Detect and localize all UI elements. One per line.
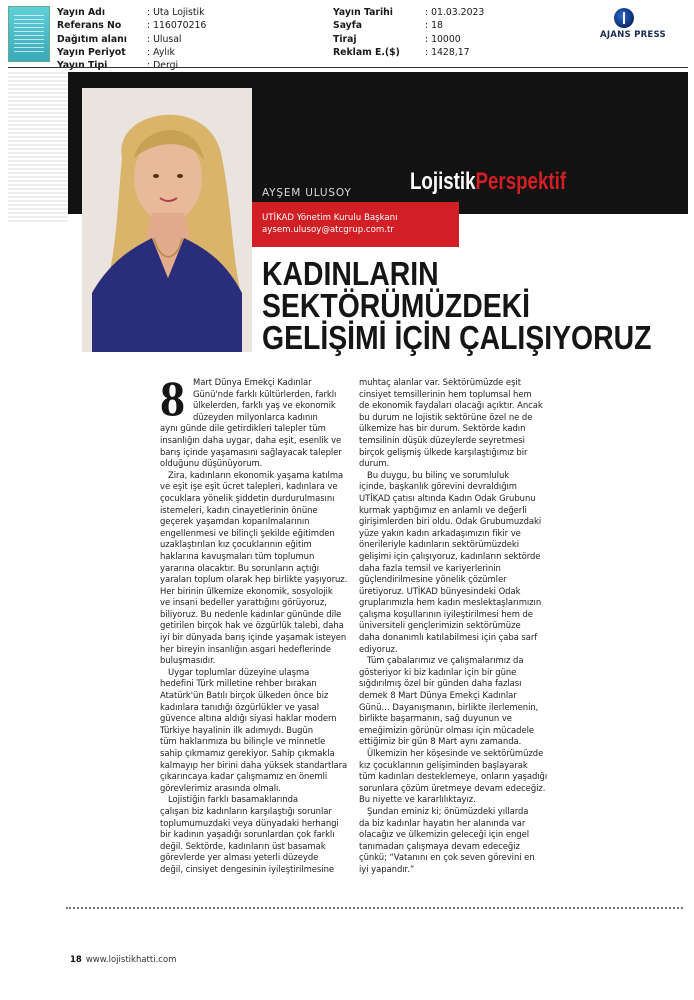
logo-text: AJANS PRESS — [600, 30, 666, 40]
text-line: tüm kadınları desteklemeye, onların yaşadığı — [359, 771, 548, 782]
text-line: bir kadının yaşadığı sorunlardan çok farklı — [160, 829, 335, 840]
text-line: Atatürk'ün Batılı birçok ülkeden önce biz — [160, 690, 329, 701]
text-line: demek 8 Mart Dünya Emekçi Kadınlar — [359, 690, 517, 701]
text-line: haklarına kavuşmaları tüm toplumun — [160, 550, 315, 561]
text-line: görevlerimiz arasında olmalı. — [160, 782, 281, 793]
text-line: ve eşit işe eşit ücret talepleri, kadınlara ve — [160, 481, 338, 492]
text-line: Şundan eminiz ki; önümüzdeki yıllarda — [367, 805, 529, 816]
meta-row — [57, 19, 206, 32]
text-line: düzeyden milyonlarca kadının — [193, 411, 318, 422]
meta-value: : 18 — [425, 20, 443, 32]
text-line: Lojistiğin farklı basamaklarında — [168, 794, 299, 805]
text-line: ediyoruz. — [359, 643, 398, 654]
top-rule — [8, 67, 688, 68]
meta-label: Yayın Periyot — [57, 46, 126, 58]
text-line: kalmayıp her birini daha yüksek standartlara — [160, 759, 348, 770]
article-column-left — [160, 370, 348, 876]
text-line: aynı günde dile getirdikleri talepler tüm — [160, 423, 326, 434]
text-line: buluşmasıdır. — [160, 655, 216, 666]
drop-cap: 8 — [160, 370, 185, 426]
text-line: biliyoruz. Bu nedenle kadınlar gününde dile — [160, 608, 342, 619]
meta-row — [57, 59, 206, 72]
text-line: yaraları toplum olarak hep birlikte yaşıyoruz. — [160, 574, 348, 585]
text-line: kurmak yaptığımız en anlamlı ve değerli — [359, 504, 527, 515]
author-role: UTİKAD Yönetim Kurulu Başkanı — [262, 213, 398, 223]
text-line: Mart Dünya Emekçi Kadınlar — [193, 377, 312, 387]
text-line: daha donanımlı katılabilmesi için çaba sarf — [359, 632, 538, 643]
text-line: değil, cinsiyet dengesinin iyileştirilmesine — [160, 863, 335, 874]
text-line: Türkiye hayalinin ilk adımıydı. Bugün — [160, 724, 314, 735]
text-line: uzaklaştırılan kız çocuklarının eğitim — [160, 539, 312, 550]
meta-value: : 01.03.2023 — [425, 7, 485, 18]
text-line: gruplarımızla hem kadın meslektaşlarımızın — [359, 597, 542, 608]
text-line: Ülkemizin her köşesinde ve sektörümüzde — [367, 748, 544, 758]
text-line: barış içinde yaşamasını sağlayacak talepler — [160, 446, 342, 457]
text-line: yüze yakın kadın arkadaşımızın fikir ve — [359, 527, 521, 538]
text-line: hedefini Türk milletine rehber bırakan — [160, 678, 317, 689]
text-line: ülkemize has bir durum. Sektörde kadın — [359, 423, 526, 434]
band-strip — [459, 202, 688, 208]
text-line: kadınlara tanıdığı özgürlükler ve yasal — [160, 701, 320, 712]
text-line: görevlerde yer alması yeterli düzeyde — [160, 852, 319, 863]
text-line: Günü'nde farklı kültürlerden, farklı — [193, 388, 337, 399]
text-line: da biz kadınlar hayatın her alanında var — [359, 817, 526, 828]
text-line: Tüm çabalarımız ve çalışmalarımız da — [367, 655, 524, 666]
text-line: güvence altına aldığı siyasi haklar modern — [160, 713, 337, 724]
text-line: iyi bir dünyada barış içinde yaşamak isteyen — [160, 632, 347, 643]
meta-label: Yayın Tipi — [57, 60, 108, 72]
text-line: gösteriyor ki biz kadınlar için bir güne — [359, 666, 517, 677]
text-line: tüm haklarımıza bu bilinçle ve minnetle — [160, 736, 326, 747]
text-line: ve insani bedeller yarattığını görüyoruz, — [160, 597, 327, 608]
text-line: çıkarıncaya kadar çalışmamız en önemli — [160, 771, 328, 782]
text-line: kız çocuklarının gelişiminden başlayarak — [359, 759, 528, 770]
text-line: Bu niyette ve kararlılıktayız. — [359, 794, 476, 805]
meta-value: : Dergi — [147, 60, 179, 72]
text-line: girişimlerden biri oldu. Odak Grubumuzdaki — [359, 516, 542, 527]
text-line: Günü… Dayanışmanın, birlikte ilerlemenin, — [359, 701, 539, 712]
text-line: UTİKAD çatısı altında Kadın Odak Grubunu — [359, 492, 536, 503]
text-line: insanlığın daha uygar, daha eşit, esenlik ve — [160, 434, 342, 445]
text-line: sahip çıkmamız gerekiyor. Sahip çıkmakla — [160, 748, 335, 758]
text-line: çocuklara yönelik şiddetin durdurulmasını — [160, 492, 335, 503]
text-line: cinsiyet temsillerinin hem toplumsal hem — [359, 388, 532, 399]
page-number: 18 — [70, 955, 82, 965]
text-line: birçok gelişmiş ülkede karşılaştığımız bir — [359, 446, 528, 457]
text-line: çalışma koşullarının iyileştirilmesi hem de — [359, 608, 533, 619]
text-line: muhtaç alanlar var. Sektörümüzde eşit — [359, 377, 521, 387]
text-line: getirilen birçok hak ve özgürlük talebi, daha — [160, 620, 344, 631]
meta-row — [333, 46, 484, 59]
meta-right — [333, 6, 484, 59]
brand-part1: Lojistik — [410, 168, 476, 195]
author-photo — [82, 88, 252, 352]
meta-left — [57, 6, 206, 72]
text-line: çünkü; “Vatanını en çok seven görevini en — [359, 852, 535, 863]
meta-label: Yayın Adı — [57, 7, 106, 18]
meta-label: Referans No — [57, 20, 122, 32]
text-line: durum. — [359, 458, 390, 469]
text-line: istemeleri, kadın cinayetlerinin önüne — [160, 504, 318, 515]
text-line: gelişimi için çalışıyoruz, kadınların sektörde — [359, 550, 541, 561]
meta-label: Sayfa — [333, 20, 363, 32]
bottom-rule — [66, 907, 683, 909]
meta-row — [333, 33, 484, 46]
section-brand — [410, 168, 566, 196]
text-line: ettiğimiz bir gün 8 Mart aynı zamanda. — [359, 736, 522, 747]
text-line: üniversiteli gençlerimizin sektörümüze — [359, 620, 521, 631]
text-line: olacağız ve ülkemizin geleceği için engel — [359, 829, 530, 840]
text-line: de ekonomik faydaları olacağı açıktır. Ancak — [359, 400, 543, 411]
text-line: Zira, kadınların ekonomik yaşama katılma — [168, 469, 344, 480]
text-line: Bu duygu, bu bilinç ve sorumluluk — [367, 469, 510, 480]
meta-value: : Aylık — [147, 46, 175, 58]
meta-value: : Uta Lojistik — [147, 7, 205, 18]
text-line: temsilinin düşük düzeylerde seyretmesi — [359, 434, 525, 445]
meta-value: : 1428,17 — [425, 46, 470, 58]
text-line: değil. Sektörde, kadınların üst basamak — [160, 840, 326, 851]
brand-part2: Perspektif — [475, 168, 567, 195]
author-email: aysem.ulusoy@atcgrup.com.tr — [262, 225, 394, 235]
text-line: iyi yapandır.” — [359, 863, 415, 874]
portrait-illustration — [82, 88, 252, 352]
author-name: AYŞEM ULUSOY — [262, 187, 352, 199]
ajans-press-logo — [600, 8, 690, 44]
text-line: daha fazla temsil ve kariyerlerinin — [359, 562, 501, 573]
text-line: engellenmesi ve bilinçli şekilde eğitimden — [160, 527, 335, 538]
meta-row — [333, 19, 484, 32]
text-line: üretiyoruz. UTİKAD bünyesindeki Odak — [359, 585, 521, 596]
article-column-right — [359, 377, 548, 876]
logo-mark-icon — [614, 8, 634, 28]
text-line: bu durum ne lojistik sektörüne özel ne de — [359, 411, 533, 422]
meta-label: Yayın Tarihi — [333, 7, 393, 18]
meta-value: : 10000 — [425, 33, 461, 45]
text-line: ülkelerden, farklı yaş ve ekonomik — [193, 400, 336, 411]
meta-row — [57, 6, 206, 19]
text-line: sığdırılmış özel bir günden daha fazlası — [359, 678, 522, 689]
meta-label: Tiraj — [333, 33, 357, 45]
text-line: toplumumuzdaki veya dünyadaki herhangi — [160, 817, 339, 828]
text-line: Uygar toplumlar düzeyine ulaşma — [168, 666, 310, 677]
page-footer — [70, 955, 176, 965]
clipping-thumbnail — [8, 6, 50, 62]
text-line: olduğunu düşünüyorum. — [160, 458, 263, 469]
text-line: her bireyin insanlığın asgari hedeflerinde — [160, 643, 332, 654]
article-headline — [262, 255, 652, 356]
intro-lines — [160, 370, 337, 426]
text-line: tanımadan çalışmaya devam edeceğiz — [359, 840, 520, 851]
text-line: Her birinin ülkemize ekonomik, sosyolojik — [160, 585, 333, 596]
text-line: içinde, başkanlık görevini devraldığım — [359, 481, 517, 492]
left-lines — [160, 423, 348, 875]
text-line: emeğimizin görünür olması için mücadele — [359, 724, 535, 735]
text-line: güçlendirilmesine yönelik çözümler — [359, 574, 507, 585]
headline-line: SEKTÖRÜMÜZDEKİ — [262, 287, 531, 324]
headline-line: GELİŞİMİ İÇİN ÇALIŞIYORUZ — [262, 319, 652, 356]
footer-site: www.lojistikhatti.com — [85, 955, 177, 965]
headline-line: KADINLARIN — [262, 255, 439, 292]
text-line: birlikte başarmanın, sağ duyunun ve — [359, 713, 512, 724]
text-line: geçerek yaşamdan koparılmalarının — [160, 516, 310, 527]
meta-label: Reklam E.($) — [333, 46, 400, 58]
text-line: sorunlara çözüm üretmeye devam edeceğiz. — [359, 782, 546, 793]
meta-value: : Ulusal — [147, 33, 182, 45]
meta-row — [333, 6, 484, 19]
meta-row — [57, 33, 206, 46]
meta-value: : 116070216 — [147, 20, 207, 32]
meta-row — [57, 46, 206, 59]
text-line: çalışan biz kadınların karşılaştığı sorunlar — [160, 805, 332, 816]
text-line: önerileriyle kadınların sektörümüzdeki — [359, 539, 520, 550]
meta-label: Dağıtım alanı — [57, 33, 127, 45]
text-line: yararına olacaktır. Bu sorunların açtığı — [160, 562, 319, 573]
side-decoration — [8, 72, 68, 222]
